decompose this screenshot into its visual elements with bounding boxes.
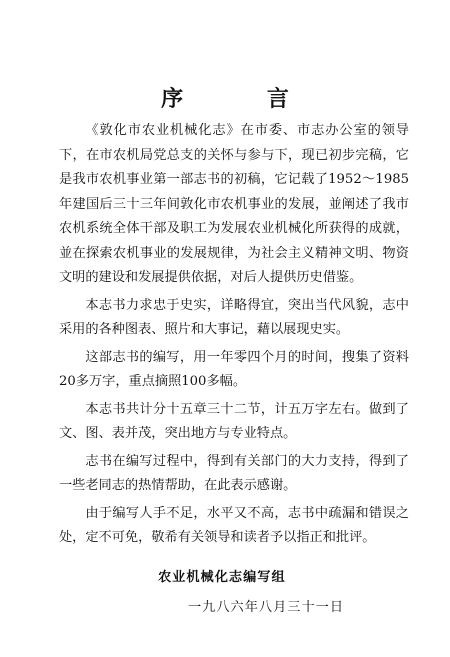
paragraph: 本志书力求忠于史实，详略得宜，突出当代风貌，志中采用的各种图表、照片和大事记，藉以展现史实。 <box>59 297 409 337</box>
author-signature: 农业机械化志编写组 <box>158 570 286 585</box>
paragraph: 由于编写人手不足，水平又不高，志书中疏漏和错误之处，定不可免，敬希有关领导和读者予以指正和批评。 <box>59 505 409 545</box>
paragraph: 志书在编写过程中，得到有关部门的大力支持，得到了一些老同志的热情帮助，在此表示感谢。 <box>59 453 409 493</box>
paragraph: 《敦化市农业机械化志》在市委、市志办公室的领导下，在市农机局党总支的关怀与参与下，现已初步完稿，它是我市农机事业第一部志书的初稿，它记载了1952～1985年建国后三十三年间敦化市农机事业的发展，並阐述了我市农机系统全体干部及职工为发展农业机械化所获得的成就，並在探索农机事业的发展规律，为社会主义精神文明、物资文明的建设和发展提供依据，对后人提供历史借鉴。 <box>59 123 409 285</box>
paragraph: 这部志书的编写，用一年零四个月的时间，搜集了资料20多万字，重点摘照100多幅。 <box>59 349 409 389</box>
page-title: 序 言 <box>161 86 327 112</box>
date-line: 一九八六年八月三十一日 <box>188 600 345 615</box>
paragraph: 本志书共计分十五章三十二节，计五万字左右。做到了文、图、表并茂，突出地方与专业特点。 <box>59 401 409 441</box>
preface-body <box>59 119 409 554</box>
